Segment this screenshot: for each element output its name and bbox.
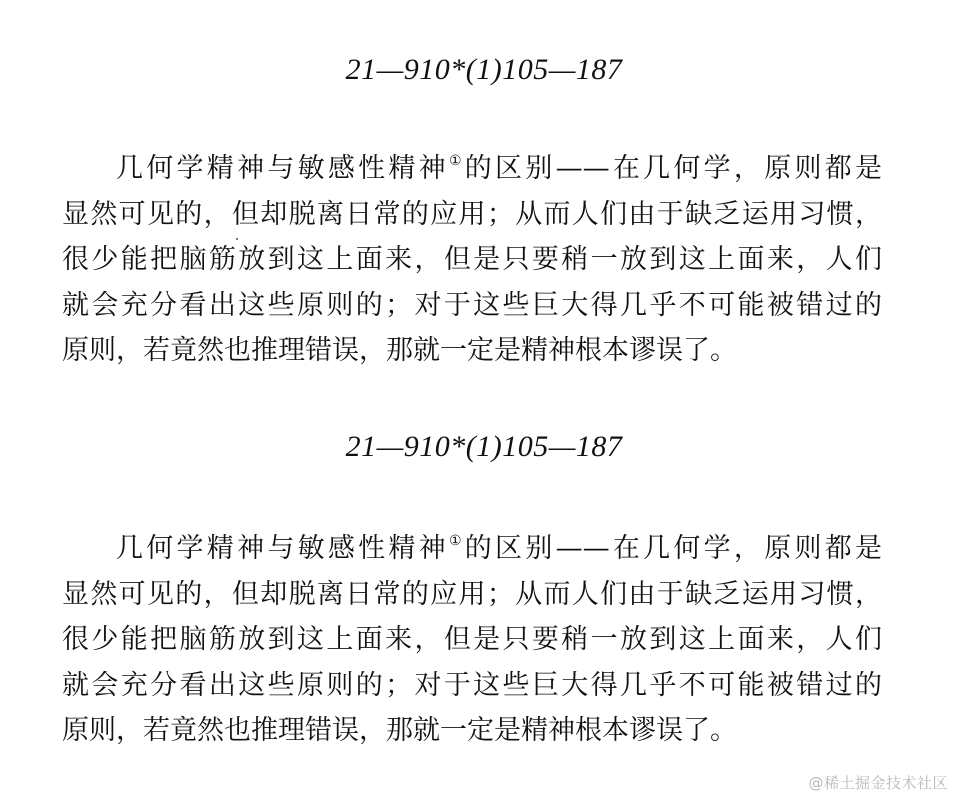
paragraph-line: 原则，若竟然也推理错误，那就一定是精神根本谬误了。 xyxy=(62,335,737,366)
footnote-marker: ① xyxy=(448,533,465,549)
paragraph-line: 原则，若竟然也推理错误，那就一定是精神根本谬误了。 xyxy=(62,715,737,746)
watermark: @稀土掘金技术社区 xyxy=(808,774,948,792)
paragraph-line: 就会充分看出这些原则的；对于这些巨大得几乎不可能被错过的 xyxy=(62,289,882,321)
paragraph-line: 显然可见的，但却脱离日常的应用；从而人们由于缺乏运用习惯， xyxy=(62,198,882,230)
footnote-marker: ① xyxy=(448,153,465,169)
paragraph-line xyxy=(62,526,882,572)
catalog-heading: 21—910*(1)105—187 xyxy=(345,430,623,463)
paragraph-line: 显然可见的，但却脱离日常的应用；从而人们由于缺乏运用习惯， xyxy=(62,578,882,610)
line-text: 几何学精神与敏感性精神 xyxy=(116,533,449,564)
scan-speck xyxy=(236,238,238,240)
paragraph-line: 很少能把脑筋放到这上面来，但是只要稍一放到这上面来，人们 xyxy=(62,624,882,655)
line-text: 几何学精神与敏感性精神 xyxy=(116,153,449,184)
catalog-heading: 21—910*(1)105—187 xyxy=(345,53,623,86)
paragraph xyxy=(62,146,882,374)
paragraph-line: 就会充分看出这些原则的；对于这些巨大得几乎不可能被错过的 xyxy=(62,669,882,701)
paragraph-line: 很少能把脑筋放到这上面来，但是只要稍一放到这上面来，人们 xyxy=(62,244,882,275)
line-text: 的区别——在几何学，原则都是 xyxy=(464,153,882,184)
paragraph xyxy=(62,526,882,754)
line-text: 的区别——在几何学，原则都是 xyxy=(464,533,882,564)
paragraph-line xyxy=(62,146,882,192)
